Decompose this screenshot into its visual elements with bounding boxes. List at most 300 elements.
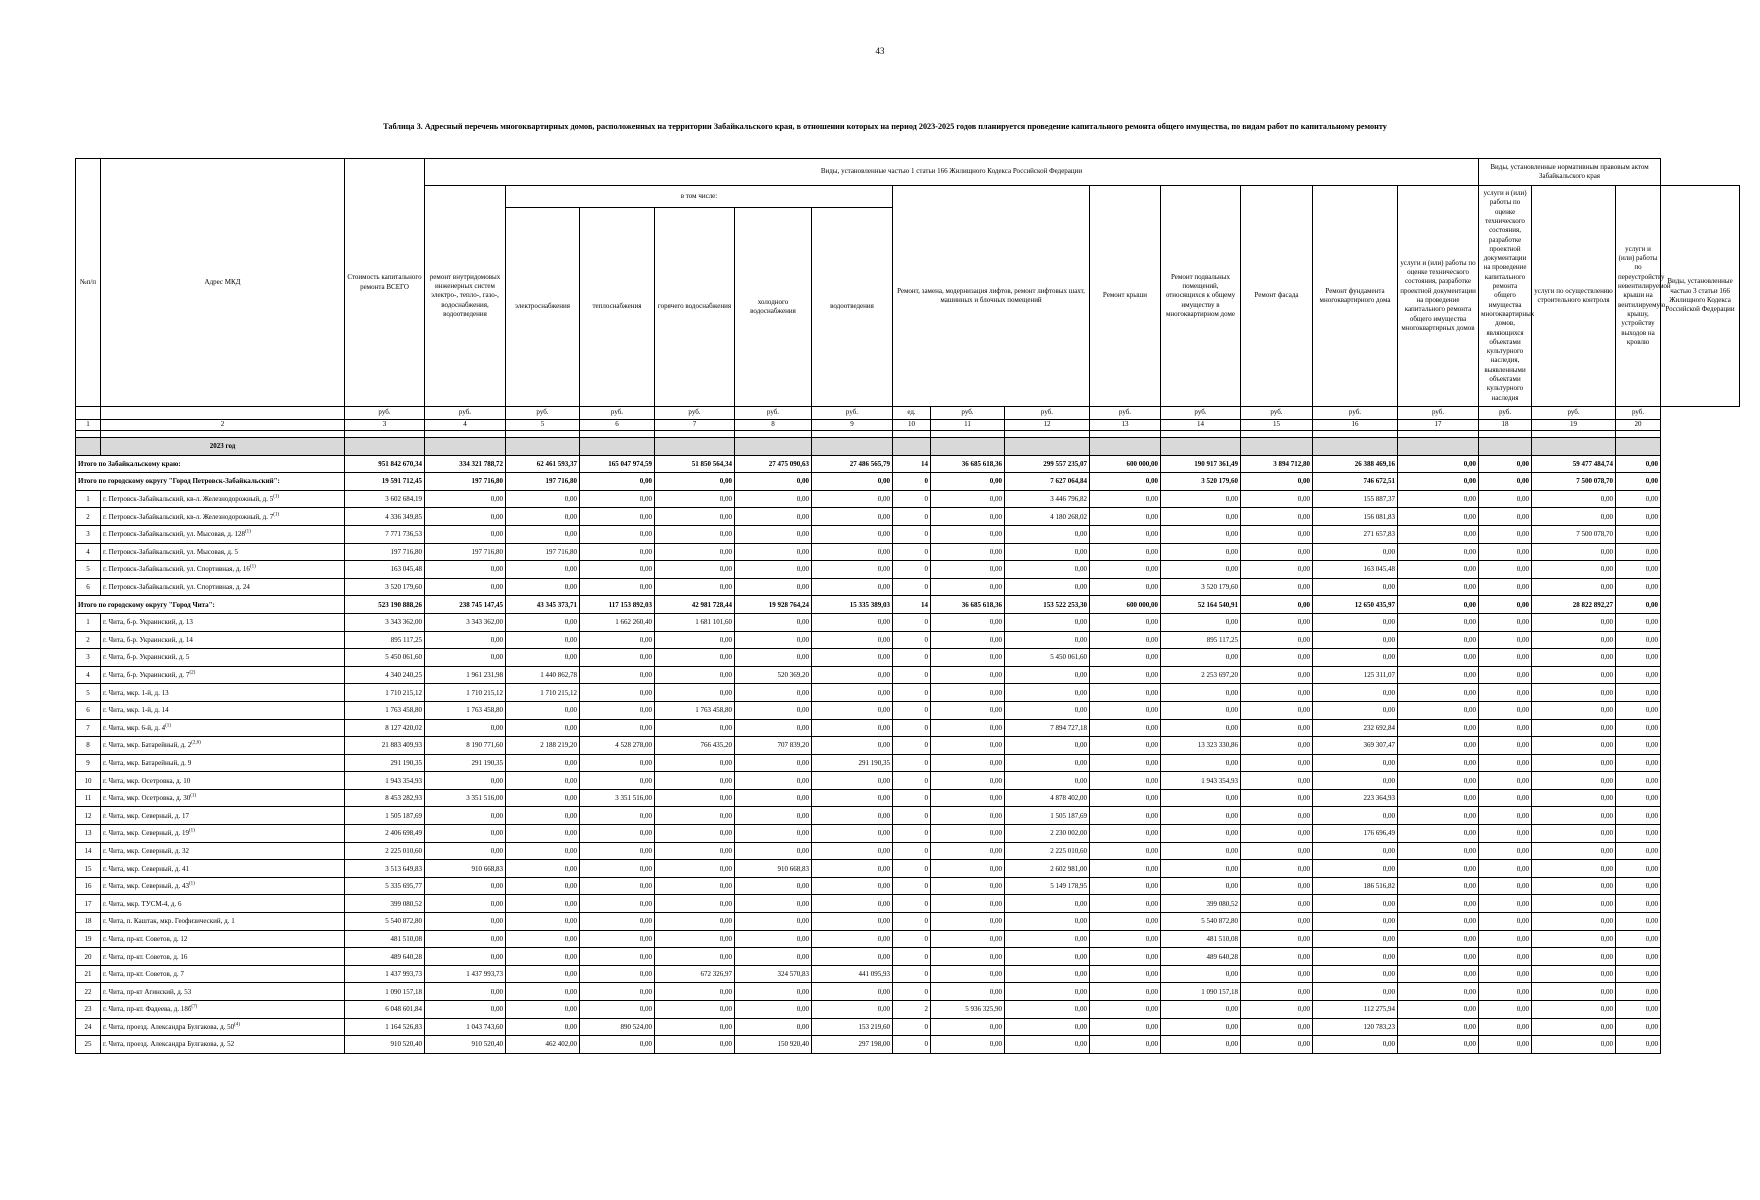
value-cell: 0 xyxy=(893,1018,931,1036)
column-number-cell: 11 xyxy=(931,420,1005,431)
value-cell: 0,00 xyxy=(931,877,1005,895)
row-number: 6 xyxy=(76,701,101,719)
value-cell: 297 198,00 xyxy=(812,1036,893,1054)
address-cell: г. Чита, б-р. Украинский, д. 13 xyxy=(101,613,345,631)
row-number: 2 xyxy=(76,508,101,526)
row-number: 23 xyxy=(76,1001,101,1019)
value-cell: 0,00 xyxy=(1398,754,1479,772)
address-cell: г. Чита, проезд. Александра Булгакова, д. 52 xyxy=(101,1036,345,1054)
value-cell: 0,00 xyxy=(655,789,735,807)
row-number: 16 xyxy=(76,877,101,895)
value-cell: 0,00 xyxy=(506,807,580,825)
value-cell: 0,00 xyxy=(812,789,893,807)
value-cell: 0,00 xyxy=(735,561,812,579)
value-cell: 0,00 xyxy=(1479,948,1532,966)
value-cell: 0,00 xyxy=(735,631,812,649)
value-cell: 5 540 872,80 xyxy=(1161,913,1241,931)
unit-cell: руб. xyxy=(345,407,425,420)
value-cell: 0,00 xyxy=(1479,983,1532,1001)
row-number: 12 xyxy=(76,807,101,825)
value-cell: 5 450 061,60 xyxy=(1005,649,1090,667)
value-cell: 0,00 xyxy=(1161,613,1241,631)
unit-cell: руб. xyxy=(735,407,812,420)
value-cell: 0,00 xyxy=(1241,789,1313,807)
value-cell: 0,00 xyxy=(1241,596,1313,614)
value-cell: 0,00 xyxy=(425,913,506,931)
value-cell: 2 225 010,60 xyxy=(1005,842,1090,860)
value-cell: 36 685 618,36 xyxy=(931,596,1005,614)
value-cell: 0,00 xyxy=(1161,508,1241,526)
row-number: 2 xyxy=(76,631,101,649)
value-cell: 0,00 xyxy=(1616,825,1661,843)
address-cell: г. Чита, пр-кт. Советов, д. 7 xyxy=(101,965,345,983)
value-cell: 0,00 xyxy=(1616,895,1661,913)
unit-cell: руб. xyxy=(1479,407,1532,420)
value-cell: 910 668,83 xyxy=(425,860,506,878)
empty-cell xyxy=(931,431,1005,438)
table-row xyxy=(76,490,1740,508)
value-cell: 0,00 xyxy=(655,860,735,878)
value-cell: 0,00 xyxy=(735,543,812,561)
value-cell: 895 117,25 xyxy=(345,631,425,649)
district-total-row xyxy=(76,473,1740,491)
value-cell: 0,00 xyxy=(812,825,893,843)
value-cell: 0,00 xyxy=(506,913,580,931)
value-cell: 0,00 xyxy=(931,701,1005,719)
value-cell: 223 364,93 xyxy=(1313,789,1398,807)
value-cell: 0,00 xyxy=(1005,948,1090,966)
value-cell: 0,00 xyxy=(1241,913,1313,931)
column-number-cell: 17 xyxy=(1398,420,1479,431)
unit-cell: руб. xyxy=(1313,407,1398,420)
value-cell: 0,00 xyxy=(425,930,506,948)
value-cell: 0,00 xyxy=(1161,719,1241,737)
value-cell: 176 696,49 xyxy=(1313,825,1398,843)
value-cell: 0,00 xyxy=(506,877,580,895)
value-cell: 0,00 xyxy=(931,737,1005,755)
value-cell: 0 xyxy=(893,508,931,526)
value-cell: 0 xyxy=(893,930,931,948)
value-cell: 59 477 484,74 xyxy=(1532,455,1616,473)
value-cell: 0,00 xyxy=(655,578,735,596)
value-cell: 0,00 xyxy=(1479,684,1532,702)
header-electric: электроснабжения xyxy=(506,208,580,407)
units-cell-empty xyxy=(101,407,345,420)
value-cell: 0,00 xyxy=(1241,649,1313,667)
value-cell: 0 xyxy=(893,842,931,860)
value-cell: 0,00 xyxy=(580,508,655,526)
unit-cell: руб. xyxy=(1005,407,1090,420)
value-cell: 0,00 xyxy=(1313,754,1398,772)
value-cell: 0,00 xyxy=(655,1036,735,1054)
value-cell: 0,00 xyxy=(1479,860,1532,878)
column-number-cell: 9 xyxy=(812,420,893,431)
header-cold-water: холодного водоснабжения xyxy=(735,208,812,407)
value-cell: 0,00 xyxy=(931,895,1005,913)
value-cell: 0,00 xyxy=(812,772,893,790)
unit-cell: руб. xyxy=(1090,407,1161,420)
value-cell: 0,00 xyxy=(1479,701,1532,719)
row-number: 19 xyxy=(76,930,101,948)
value-cell: 0,00 xyxy=(735,772,812,790)
value-cell: 0,00 xyxy=(580,895,655,913)
value-cell: 0,00 xyxy=(1398,825,1479,843)
units-cell-empty xyxy=(76,407,101,420)
value-cell: 0,00 xyxy=(812,860,893,878)
value-cell: 0,00 xyxy=(580,913,655,931)
value-cell: 672 326,97 xyxy=(655,965,735,983)
value-cell: 0,00 xyxy=(1241,473,1313,491)
value-cell: 0,00 xyxy=(931,1036,1005,1054)
value-cell: 0,00 xyxy=(1241,525,1313,543)
value-cell: 0,00 xyxy=(506,930,580,948)
table-row xyxy=(76,737,1740,755)
value-cell: 0,00 xyxy=(1161,860,1241,878)
unit-cell: руб. xyxy=(580,407,655,420)
value-cell: 0 xyxy=(893,543,931,561)
empty-cell xyxy=(1161,431,1241,438)
value-cell: 0,00 xyxy=(735,525,812,543)
value-cell: 0,00 xyxy=(1616,1001,1661,1019)
value-cell: 0,00 xyxy=(580,948,655,966)
value-cell: 0,00 xyxy=(1005,895,1090,913)
address-cell: г. Чита, мкр. 1-й, д. 14 xyxy=(101,701,345,719)
empty-cell xyxy=(1532,431,1616,438)
value-cell: 0,00 xyxy=(425,631,506,649)
empty-cell xyxy=(1090,438,1161,456)
table-row xyxy=(76,631,1740,649)
table-row xyxy=(76,807,1740,825)
column-number-cell: 16 xyxy=(1313,420,1398,431)
value-cell: 0,00 xyxy=(1616,737,1661,755)
value-cell: 0,00 xyxy=(931,965,1005,983)
header-heat: теплоснабжения xyxy=(580,208,655,407)
value-cell: 0,00 xyxy=(1532,631,1616,649)
value-cell: 0,00 xyxy=(1241,737,1313,755)
unit-cell: руб. xyxy=(1616,407,1661,420)
value-cell: 156 081,83 xyxy=(1313,508,1398,526)
value-cell: 0,00 xyxy=(1479,649,1532,667)
table-row xyxy=(76,649,1740,667)
value-cell: 197 716,80 xyxy=(425,543,506,561)
value-cell: 0,00 xyxy=(1616,596,1661,614)
value-cell: 0,00 xyxy=(1479,1036,1532,1054)
value-cell: 0,00 xyxy=(1241,578,1313,596)
value-cell: 190 917 361,49 xyxy=(1161,455,1241,473)
value-cell: 0,00 xyxy=(1241,719,1313,737)
value-cell: 0,00 xyxy=(1479,772,1532,790)
value-cell: 5 450 061,60 xyxy=(345,649,425,667)
value-cell: 0,00 xyxy=(931,666,1005,684)
value-cell: 0 xyxy=(893,649,931,667)
value-cell: 0,00 xyxy=(1532,895,1616,913)
header-num: №п/п xyxy=(76,159,101,407)
value-cell: 0,00 xyxy=(1398,737,1479,755)
value-cell: 0,00 xyxy=(812,719,893,737)
footnote-mark: (1) xyxy=(249,565,256,571)
value-cell: 150 920,40 xyxy=(735,1036,812,1054)
value-cell: 0,00 xyxy=(1241,860,1313,878)
value-cell: 0,00 xyxy=(1616,613,1661,631)
value-cell: 291 190,35 xyxy=(812,754,893,772)
footnote-mark: (1) xyxy=(188,881,195,887)
address-cell: г. Чита, мкр. 6-й, д. 4$^{(1)}$ xyxy=(101,719,345,737)
value-cell: 0,00 xyxy=(655,1001,735,1019)
value-cell: 232 692,84 xyxy=(1313,719,1398,737)
district-total-row xyxy=(76,596,1740,614)
value-cell: 0,00 xyxy=(425,807,506,825)
value-cell: 0,00 xyxy=(735,930,812,948)
value-cell: 3 343 362,00 xyxy=(345,613,425,631)
value-cell: 0,00 xyxy=(1005,913,1090,931)
value-cell: 0,00 xyxy=(1479,965,1532,983)
value-cell: 0,00 xyxy=(1090,807,1161,825)
value-cell: 8 453 282,93 xyxy=(345,789,425,807)
value-cell: 0,00 xyxy=(1313,1036,1398,1054)
value-cell: 0,00 xyxy=(1479,561,1532,579)
address-cell: г. Чита, пр-кт. Советов, д. 16 xyxy=(101,948,345,966)
value-cell: 1 505 187,69 xyxy=(1005,807,1090,825)
value-cell: 299 557 235,07 xyxy=(1005,455,1090,473)
header-foundation: Ремонт фундамента многоквартирного дома xyxy=(1313,186,1398,407)
empty-cell xyxy=(1616,431,1661,438)
value-cell: 271 657,83 xyxy=(1313,525,1398,543)
table-row xyxy=(76,1018,1740,1036)
value-cell: 1 437 993,73 xyxy=(345,965,425,983)
row-number: 1 xyxy=(76,490,101,508)
table-row xyxy=(76,930,1740,948)
value-cell: 0,00 xyxy=(1398,789,1479,807)
table-row xyxy=(76,754,1740,772)
value-cell: 1 662 260,40 xyxy=(580,613,655,631)
value-cell: 0,00 xyxy=(1398,596,1479,614)
value-cell: 112 275,94 xyxy=(1313,1001,1398,1019)
value-cell: 0,00 xyxy=(580,666,655,684)
value-cell: 523 190 888,26 xyxy=(345,596,425,614)
row-number: 3 xyxy=(76,649,101,667)
value-cell: 3 894 712,80 xyxy=(1241,455,1313,473)
value-cell: 15 335 389,03 xyxy=(812,596,893,614)
value-cell: 0 xyxy=(893,895,931,913)
value-cell: 0,00 xyxy=(580,1001,655,1019)
value-cell: 0,00 xyxy=(1479,737,1532,755)
year-row xyxy=(76,438,1740,456)
row-number: 4 xyxy=(76,666,101,684)
value-cell: 0,00 xyxy=(580,543,655,561)
value-cell: 0,00 xyxy=(1616,684,1661,702)
row-number: 11 xyxy=(76,789,101,807)
column-number-cell: 15 xyxy=(1241,420,1313,431)
value-cell: 6 048 601,84 xyxy=(345,1001,425,1019)
value-cell: 0,00 xyxy=(931,543,1005,561)
value-cell: 0,00 xyxy=(1398,543,1479,561)
value-cell: 0 xyxy=(893,737,931,755)
column-number-cell: 8 xyxy=(735,420,812,431)
value-cell: 0,00 xyxy=(812,631,893,649)
address-cell: г. Чита, б-р. Украинский, д. 14 xyxy=(101,631,345,649)
value-cell: 7 771 736,53 xyxy=(345,525,425,543)
value-cell: 0 xyxy=(893,807,931,825)
value-cell: 0,00 xyxy=(506,719,580,737)
header-roof: Ремонт крыши xyxy=(1090,186,1161,407)
value-cell: 8 190 771,60 xyxy=(425,737,506,755)
row-number: 21 xyxy=(76,965,101,983)
value-cell: 0,00 xyxy=(1616,913,1661,931)
page-number: 43 xyxy=(875,46,885,56)
value-cell: 0,00 xyxy=(931,649,1005,667)
value-cell: 0,00 xyxy=(425,895,506,913)
value-cell: 0,00 xyxy=(1398,948,1479,966)
empty-cell xyxy=(1241,431,1313,438)
value-cell: 4 180 268,02 xyxy=(1005,508,1090,526)
empty-cell xyxy=(1616,438,1661,456)
value-cell: 3 446 796,82 xyxy=(1005,490,1090,508)
value-cell: 0,00 xyxy=(1161,877,1241,895)
value-cell: 0,00 xyxy=(1479,473,1532,491)
value-cell: 0,00 xyxy=(1616,490,1661,508)
value-cell: 0,00 xyxy=(1090,913,1161,931)
value-cell: 0 xyxy=(893,525,931,543)
value-cell: 0,00 xyxy=(1090,473,1161,491)
value-cell: 0,00 xyxy=(1005,543,1090,561)
value-cell: 0,00 xyxy=(506,1001,580,1019)
value-cell: 0,00 xyxy=(1161,701,1241,719)
value-cell: 0,00 xyxy=(812,666,893,684)
row-number: 7 xyxy=(76,719,101,737)
value-cell: 0 xyxy=(893,860,931,878)
value-cell: 0,00 xyxy=(506,578,580,596)
value-cell: 52 164 540,91 xyxy=(1161,596,1241,614)
value-cell: 0,00 xyxy=(1313,930,1398,948)
value-cell: 0,00 xyxy=(580,983,655,1001)
value-cell: 520 369,20 xyxy=(735,666,812,684)
value-cell: 0,00 xyxy=(1479,490,1532,508)
value-cell: 5 335 695,77 xyxy=(345,877,425,895)
row-number: 8 xyxy=(76,737,101,755)
district-label: Итого по городскому округу "Город Чита": xyxy=(76,596,345,614)
value-cell: 0,00 xyxy=(1616,578,1661,596)
value-cell: 153 219,60 xyxy=(812,1018,893,1036)
value-cell: 0,00 xyxy=(1532,842,1616,860)
value-cell: 0 xyxy=(893,684,931,702)
value-cell: 0,00 xyxy=(735,877,812,895)
address-cell: г. Чита, пр-кт Агинский, д. 53 xyxy=(101,983,345,1001)
value-cell: 0,00 xyxy=(580,719,655,737)
value-cell: 0,00 xyxy=(1398,473,1479,491)
value-cell: 0,00 xyxy=(1616,1036,1661,1054)
value-cell: 0,00 xyxy=(1090,860,1161,878)
value-cell: 0,00 xyxy=(1090,895,1161,913)
value-cell: 197 716,80 xyxy=(345,543,425,561)
value-cell: 238 745 147,45 xyxy=(425,596,506,614)
value-cell: 0,00 xyxy=(812,543,893,561)
empty-cell xyxy=(1005,431,1090,438)
value-cell: 0,00 xyxy=(506,772,580,790)
value-cell: 0,00 xyxy=(655,930,735,948)
value-cell: 0,00 xyxy=(1090,701,1161,719)
value-cell: 0,00 xyxy=(506,825,580,843)
value-cell: 0 xyxy=(893,877,931,895)
value-cell: 0,00 xyxy=(1398,1001,1479,1019)
value-cell: 0,00 xyxy=(655,877,735,895)
value-cell: 0,00 xyxy=(655,525,735,543)
value-cell: 0,00 xyxy=(1616,877,1661,895)
value-cell: 0,00 xyxy=(1313,807,1398,825)
value-cell: 0,00 xyxy=(506,525,580,543)
value-cell: 0 xyxy=(893,789,931,807)
value-cell: 0,00 xyxy=(1532,877,1616,895)
value-cell: 0,00 xyxy=(1313,913,1398,931)
address-cell: г. Чита, мкр. Северный, д. 19$^{(1)}$ xyxy=(101,825,345,843)
value-cell: 0,00 xyxy=(1532,825,1616,843)
value-cell: 0,00 xyxy=(735,807,812,825)
value-cell: 27 475 090,63 xyxy=(735,455,812,473)
address-cell: г. Чита, мкр. Осетровка, д. 30$^{(1)}$ xyxy=(101,789,345,807)
value-cell: 0,00 xyxy=(1005,684,1090,702)
value-cell: 0,00 xyxy=(735,719,812,737)
value-cell: 600 000,00 xyxy=(1090,596,1161,614)
value-cell: 0,00 xyxy=(1532,508,1616,526)
header-hot-water: горячего водоснабжения xyxy=(655,208,735,407)
value-cell: 0,00 xyxy=(812,490,893,508)
units-row xyxy=(76,407,1740,420)
value-cell: 0,00 xyxy=(1241,754,1313,772)
value-cell: 7 500 078,70 xyxy=(1532,473,1616,491)
empty-cell xyxy=(1532,438,1616,456)
header-construction-supervision: услуги по осуществлению строительного контроля xyxy=(1532,186,1616,407)
value-cell: 0 xyxy=(893,613,931,631)
value-cell: 0,00 xyxy=(1241,613,1313,631)
value-cell: 766 435,20 xyxy=(655,737,735,755)
column-number-row xyxy=(76,420,1740,431)
value-cell: 2 xyxy=(893,1001,931,1019)
value-cell: 0,00 xyxy=(1090,965,1161,983)
value-cell: 117 153 892,03 xyxy=(580,596,655,614)
unit-cell: руб. xyxy=(1532,407,1616,420)
value-cell: 0,00 xyxy=(655,807,735,825)
value-cell: 0,00 xyxy=(1479,525,1532,543)
value-cell: 0,00 xyxy=(1532,1018,1616,1036)
value-cell: 0,00 xyxy=(1532,1036,1616,1054)
value-cell: 0,00 xyxy=(1398,895,1479,913)
empty-cell xyxy=(1479,438,1532,456)
value-cell: 0,00 xyxy=(812,948,893,966)
row-number: 20 xyxy=(76,948,101,966)
value-cell: 0,00 xyxy=(931,772,1005,790)
value-cell: 0,00 xyxy=(1090,1001,1161,1019)
value-cell: 0,00 xyxy=(506,490,580,508)
value-cell: 5 149 178,95 xyxy=(1005,877,1090,895)
value-cell: 0,00 xyxy=(1479,666,1532,684)
footnote-mark: (1) xyxy=(245,529,251,535)
value-cell: 0,00 xyxy=(812,525,893,543)
value-cell: 0,00 xyxy=(931,525,1005,543)
value-cell: 0,00 xyxy=(425,877,506,895)
value-cell: 0,00 xyxy=(1241,895,1313,913)
address-cell: г. Чита, мкр. Северный, д. 32 xyxy=(101,842,345,860)
empty-cell xyxy=(1479,431,1532,438)
value-cell: 0,00 xyxy=(1532,948,1616,966)
value-cell: 0,00 xyxy=(812,930,893,948)
value-cell: 0,00 xyxy=(1161,684,1241,702)
value-cell: 2 406 698,49 xyxy=(345,825,425,843)
value-cell: 0,00 xyxy=(1616,930,1661,948)
empty-cell xyxy=(1398,431,1479,438)
value-cell: 0,00 xyxy=(655,508,735,526)
value-cell: 0,00 xyxy=(655,948,735,966)
value-cell: 0,00 xyxy=(1161,1036,1241,1054)
value-cell: 0 xyxy=(893,913,931,931)
